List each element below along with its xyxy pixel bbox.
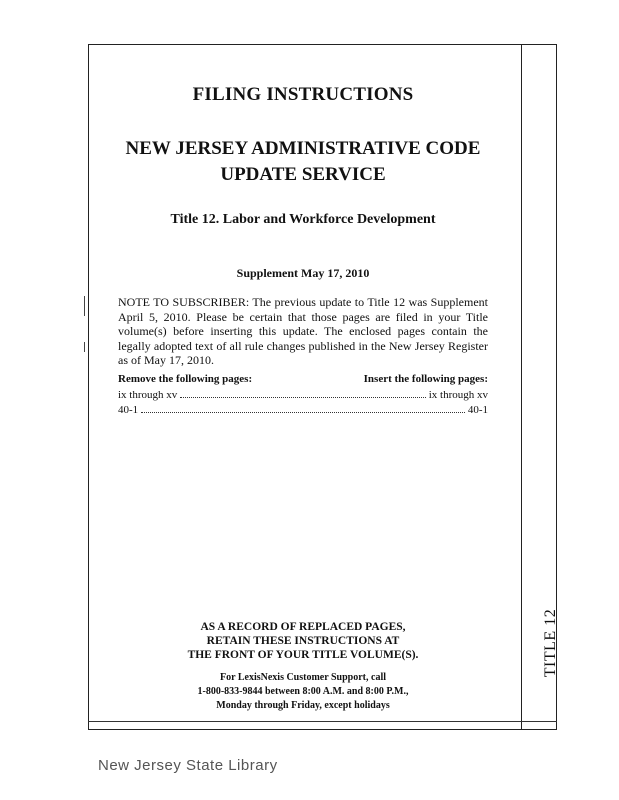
remove-pages: ix through xv xyxy=(118,389,178,401)
title-tab-label: TITLE 12 xyxy=(542,608,559,678)
table-row xyxy=(118,388,488,402)
support-line1: For LexisNexis Customer Support, call xyxy=(219,672,386,683)
document-title: FILING INSTRUCTIONS xyxy=(192,84,414,105)
tab-divider-line xyxy=(521,44,522,730)
record-notice-line3: THE FRONT OF YOUR TITLE VOLUME(S). xyxy=(187,649,419,661)
subject-title: Title 12. Labor and Workforce Development xyxy=(170,212,436,227)
record-notice-line1: AS A RECORD OF REPLACED PAGES, xyxy=(200,621,406,633)
insert-header: Insert the following pages: xyxy=(363,373,488,385)
support-line3: Monday through Friday, except holidays xyxy=(216,700,390,711)
margin-mark xyxy=(84,296,85,316)
record-notice-line2: RETAIN THESE INSTRUCTIONS AT xyxy=(206,635,400,647)
title-tab xyxy=(539,597,563,689)
support-line2: 1-800-833-9844 between 8:00 A.M. and 8:00 P.M., xyxy=(197,686,409,697)
dot-leader xyxy=(141,403,465,413)
remove-pages: 40-1 xyxy=(118,404,139,416)
customer-support xyxy=(118,671,488,713)
insert-pages: ix through xv xyxy=(428,389,488,401)
record-notice xyxy=(118,620,488,662)
margin-mark xyxy=(84,342,85,352)
table-row xyxy=(118,403,488,417)
code-title-line2: UPDATE SERVICE xyxy=(220,164,386,185)
code-title-line1: NEW JERSEY ADMINISTRATIVE CODE xyxy=(125,138,481,159)
remove-header: Remove the following pages: xyxy=(118,373,253,385)
bottom-rule xyxy=(88,721,557,722)
supplement-date: Supplement May 17, 2010 xyxy=(236,266,370,280)
insert-pages: 40-1 xyxy=(467,404,488,416)
library-stamp: New Jersey State Library xyxy=(98,757,278,774)
code-title xyxy=(118,136,488,188)
dot-leader xyxy=(180,388,425,398)
subscriber-note: NOTE TO SUBSCRIBER: The previous update to Title 12 was Supplement April 5, 2010. Please be certain that those pages are filed in your Title volume(s) before inserting this update. The enclosed pages contain the legally adopted text of all rule changes published in the New Jersey Register as of May 17, 2010. xyxy=(118,295,488,367)
table-header xyxy=(118,373,488,387)
